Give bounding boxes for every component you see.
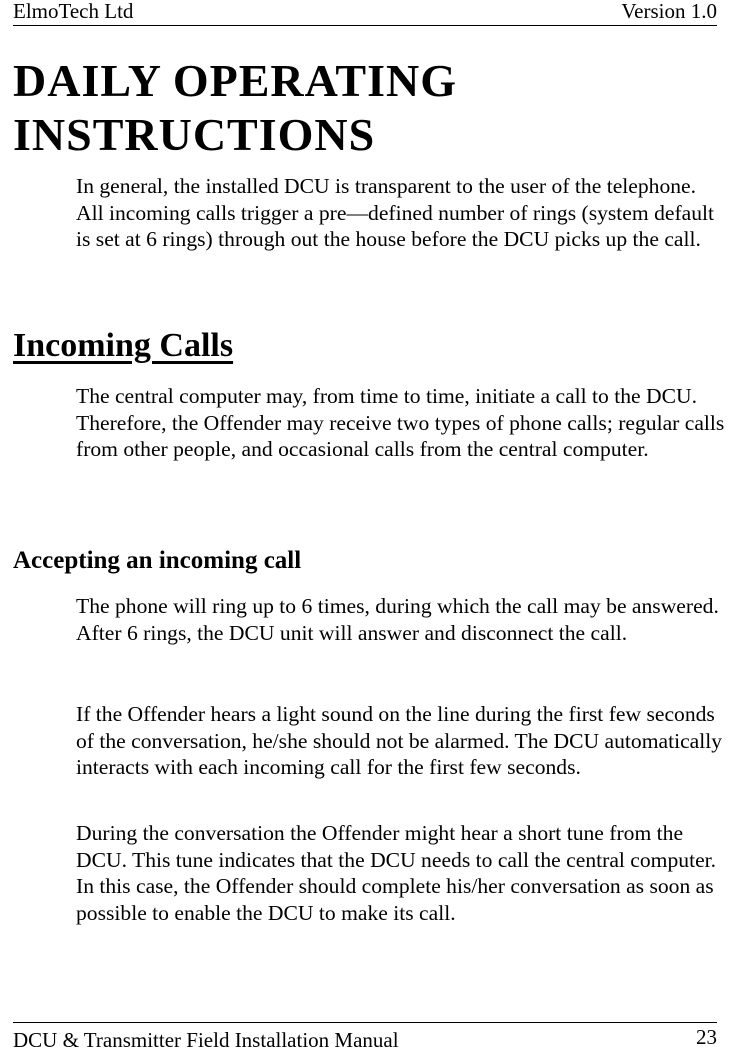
section-heading-incoming-calls: Incoming Calls <box>13 327 234 364</box>
page-header <box>13 0 717 26</box>
page-number: 23 <box>696 1025 717 1049</box>
document-version: Version 1.0 <box>621 0 717 23</box>
company-name: ElmoTech Ltd <box>13 0 134 23</box>
page-title: DAILY OPERATING INSTRUCTIONS <box>13 55 457 160</box>
accepting-call-paragraph-2: If the Offender hears a light sound on the line during the first few seconds of the conversation, he/she should not be alarmed. The DCU automatically interacts with each incoming call for the first few seconds. <box>76 702 723 779</box>
subsection-heading-accepting-call: Accepting an incoming call <box>13 547 302 574</box>
accepting-call-paragraph-1: The phone will ring up to 6 times, during which the call may be answered. After 6 rings, the DCU unit will answer and disconnect the call. <box>76 594 719 645</box>
intro-paragraph: In general, the installed DCU is transparent to the user of the telephone. All incoming calls trigger a pre—defined number of rings (system default is set at 6 rings) through out the house before the DCU picks up the call. <box>76 174 715 251</box>
incoming-calls-paragraph: The central computer may, from time to time, initiate a call to the DCU. Therefore, the Offender may receive two types of phone calls; regular calls from other people, and occasional calls from the central computer. <box>76 384 725 461</box>
accepting-call-paragraph-3: During the conversation the Offender might hear a short tune from the DCU. This tune indicates that the DCU needs to call the central computer. In this case, the Offender should complete his/her conversation as soon as possible to enable the DCU to make its call. <box>76 821 717 925</box>
page-footer <box>13 1022 717 1051</box>
manual-title: DCU & Transmitter Field Installation Manual <box>13 1028 399 1052</box>
